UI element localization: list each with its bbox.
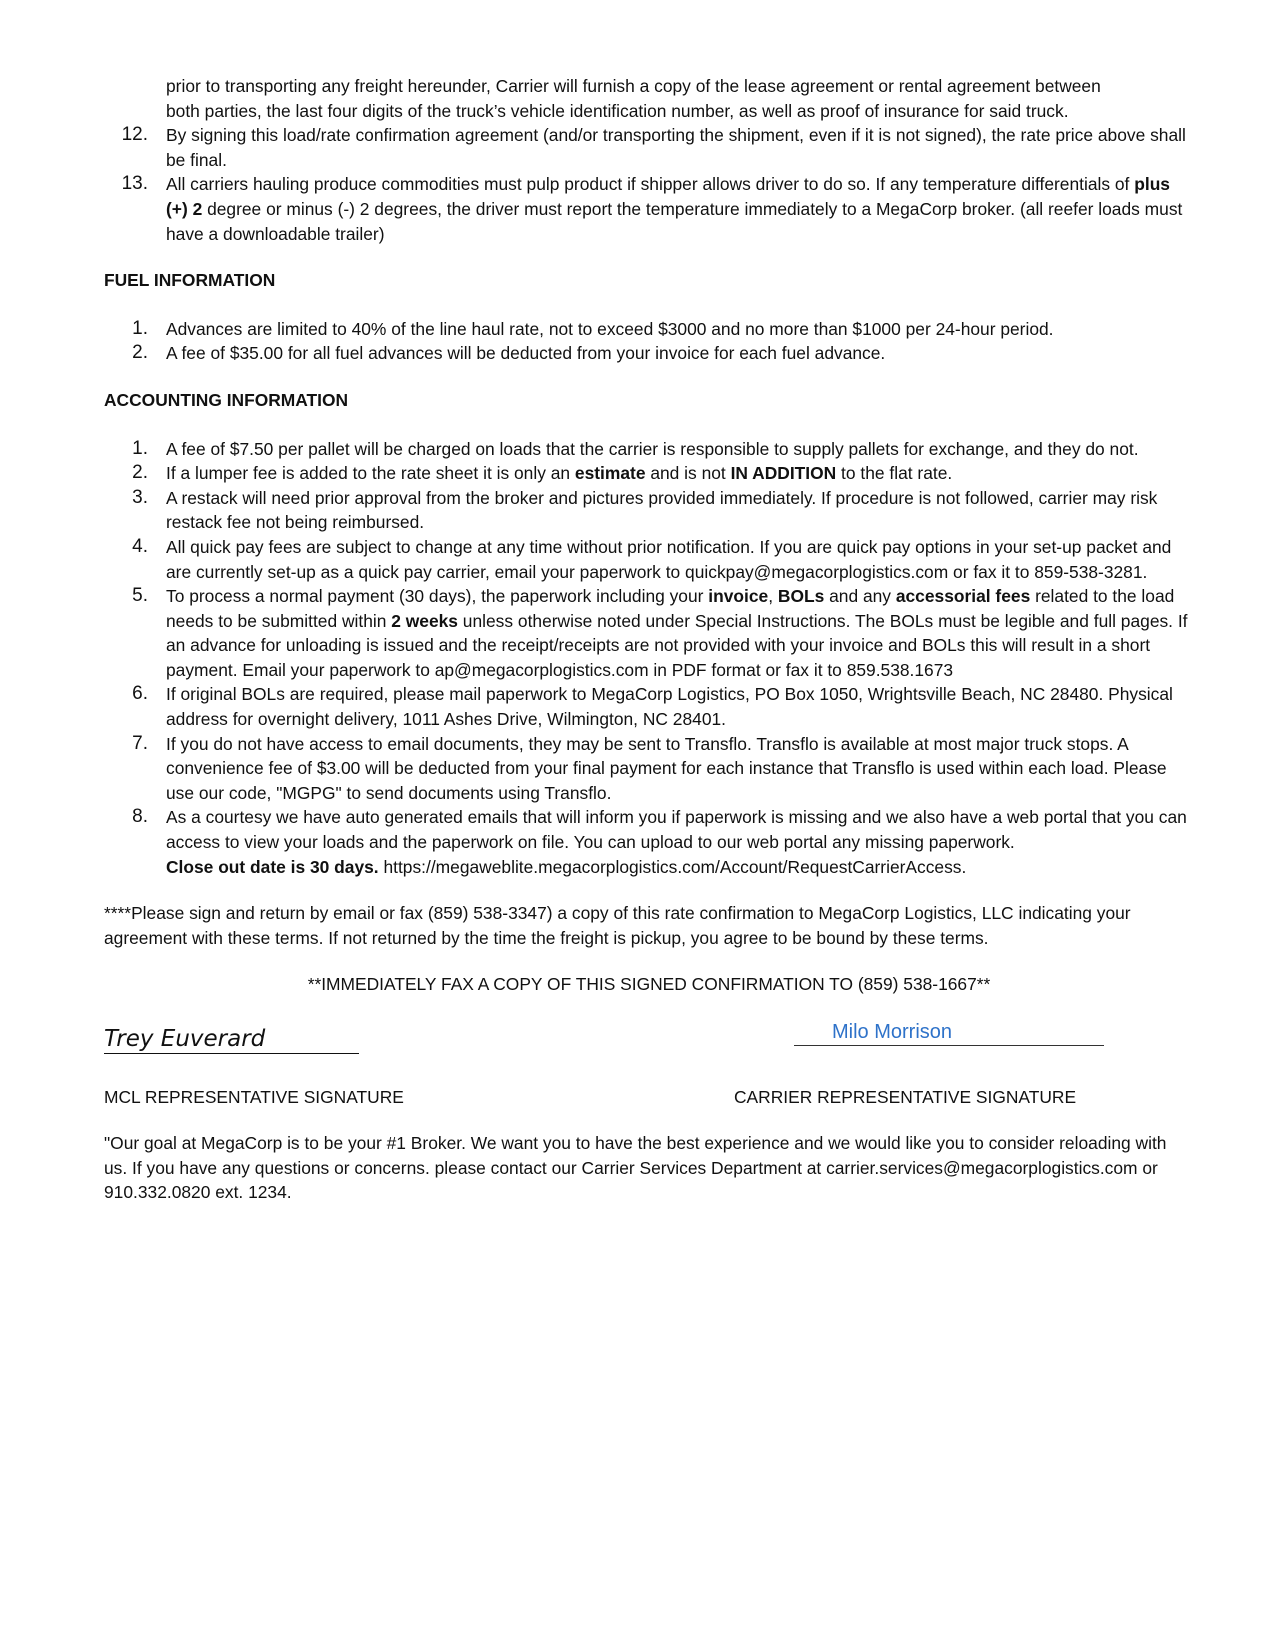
list-text: If original BOLs are required, please mail paperwork to MegaCorp Logistics, PO Box 1050, Wrightsville Beach, NC 28480. Physical address for overnight delivery, 1011 Ashes Drive, Wilmington, NC 28401. [166, 684, 1173, 730]
list-text: All carriers hauling produce commodities must pulp product if shipper allows driver to do so. If any temperature differentials of [166, 174, 1135, 195]
accounting-heading: ACCOUNTING INFORMATION [104, 389, 349, 410]
list-number: 13. [121, 173, 148, 195]
list-text-bold: estimate [574, 463, 646, 484]
list-text: A restack will need prior approval from the broker and pictures provided immediately. If procedure is not followed, carrier may risk restack fee not being reimbursed. [166, 487, 1158, 533]
list-item [104, 584, 1194, 682]
fuel-heading: FUEL INFORMATION [104, 270, 276, 291]
list-text: All quick pay fees are subject to change at any time without prior notification. If you are quick pay options in your set-up packet and are currently set-up as a quick pay carrier, email your paperwork to quickpay@megacorplogistics.com or fax it to 859-538-3281. [166, 536, 1172, 582]
list-text: and is not [645, 463, 731, 484]
carrier-signature-line [794, 1019, 1104, 1046]
list-text-bold: Close out date is 30 days. [166, 856, 379, 877]
list-number: 1. [132, 317, 148, 339]
list-item [104, 317, 1194, 342]
list-text: A fee of $35.00 for all fuel advances will be deducted from your invoice for each fuel advance. [166, 343, 886, 364]
list-item [104, 172, 1194, 246]
intro-line-1: prior to transporting any freight hereunder, Carrier will furnish a copy of the lease agreement or rental agreement between [166, 76, 1101, 96]
list-number: 4. [132, 535, 148, 557]
list-item [104, 123, 1194, 172]
list-item [104, 535, 1194, 584]
list-text: to the flat rate. [836, 463, 953, 484]
list-number: 3. [132, 486, 148, 508]
carrier-signature-label: CARRIER REPRESENTATIVE SIGNATURE [734, 1087, 1077, 1107]
list-text-bold: plus (+) 2 [166, 174, 1170, 219]
return-notice: ****Please sign and return by email or fax (859) 538-3347) a copy of this rate confirmation to MegaCorp Logistics, LLC indicating your agreement with these terms. If not returned by the time the freight is pickup, you agree to be bound by these terms. [104, 903, 1131, 948]
list-number: 7. [132, 732, 148, 754]
list-text: , [768, 586, 778, 607]
list-text: By signing this load/rate confirmation agreement (and/or transporting the shipment, even if it is not signed), the rate price above shall be final. [166, 125, 1186, 170]
list-text-bold: IN ADDITION [730, 463, 837, 484]
list-text-bold: accessorial fees [895, 586, 1031, 607]
list-number: 12. [121, 124, 148, 146]
list-text: A fee of $7.50 per pallet will be charged on loads that the carrier is responsible to supply pallets for exchange, and they do not. [166, 438, 1139, 459]
list-text-bold: invoice [708, 586, 769, 607]
list-text: Advances are limited to 40% of the line haul rate, not to exceed $3000 and no more than $1000 per 24-hour period. [166, 318, 1054, 339]
list-text: and any [824, 586, 896, 607]
list-text: To process a normal payment (30 days), the paperwork including your [166, 586, 709, 607]
list-text-bold: 2 weeks [391, 610, 458, 631]
list-text-bold: BOLs [777, 586, 825, 607]
list-item [104, 461, 1194, 486]
list-item [104, 805, 1194, 879]
list-text: If you do not have access to email documents, they may be sent to Transflo. Transflo is available at most major truck stops. A convenience fee of $3.00 will be deducted from your final payment for each instance that Transflo is used within each load. Please use our code, "MGPG" to send documents using Transflo. [166, 733, 1167, 803]
list-text: degree or minus (-) 2 degrees, the driver must report the temperature immediately to a MegaCorp broker. (all reefer loads must have a downloadable trailer) [166, 198, 1183, 244]
list-number: 2. [132, 342, 148, 364]
mcl-signature: Trey Euverard [104, 1025, 359, 1054]
closing-paragraph: "Our goal at MegaCorp is to be your #1 Broker. We want you to have the best experience and we would like you to consider reloading with us. If you have any questions or concerns. please contact our Carrier Services Department at carrier.services@megacorplogistics.com or 910.332.0820 ext. 1234. [104, 1133, 1167, 1203]
signature-labels [104, 1085, 1194, 1109]
list-item [104, 486, 1194, 535]
list-text: related to the load needs to be submitted within [166, 586, 1175, 631]
mcl-signature-label: MCL REPRESENTATIVE SIGNATURE [104, 1087, 404, 1107]
list-number: 2. [132, 462, 148, 484]
list-item [104, 437, 1194, 462]
list-text: If a lumper fee is added to the rate sheet it is only an [166, 463, 575, 484]
fax-notice: **IMMEDIATELY FAX A COPY OF THIS SIGNED CONFIRMATION TO (859) 538-1667** [307, 974, 991, 995]
carrier-signature: Milo Morrison [832, 1021, 953, 1043]
list-item [104, 682, 1194, 731]
list-number: 6. [132, 683, 148, 705]
list-item [104, 732, 1194, 806]
list-text: As a courtesy we have auto generated emails that will inform you if paperwork is missing and we also have a web portal that you can access to view your loads and the paperwork on file. You can upload to our web portal any missing paperwork. [166, 807, 1187, 853]
list-item [104, 341, 1194, 366]
list-text: unless otherwise noted under Special Instructions. The BOLs must be legible and full pages. If an advance for unloading is issued and the receipt/receipts are not provided with your invoice and BOLs this will result in a short payment. Email your paperwork to ap@megacorplogistics.com in PDF format or fax it to 859.538.1673 [166, 610, 1188, 680]
list-number: 8. [132, 806, 148, 828]
document-body [104, 74, 1194, 1205]
list-number: 1. [132, 437, 148, 459]
intro-line-2: both parties, the last four digits of the truck’s vehicle identification number, as well as proof of insurance for said truck. [166, 100, 1069, 121]
signature-row [104, 1015, 1194, 1075]
list-text: https://megaweblite.megacorplogistics.com/Account/RequestCarrierAccess. [378, 856, 967, 877]
intro-text [104, 74, 1194, 123]
list-number: 5. [132, 585, 148, 607]
